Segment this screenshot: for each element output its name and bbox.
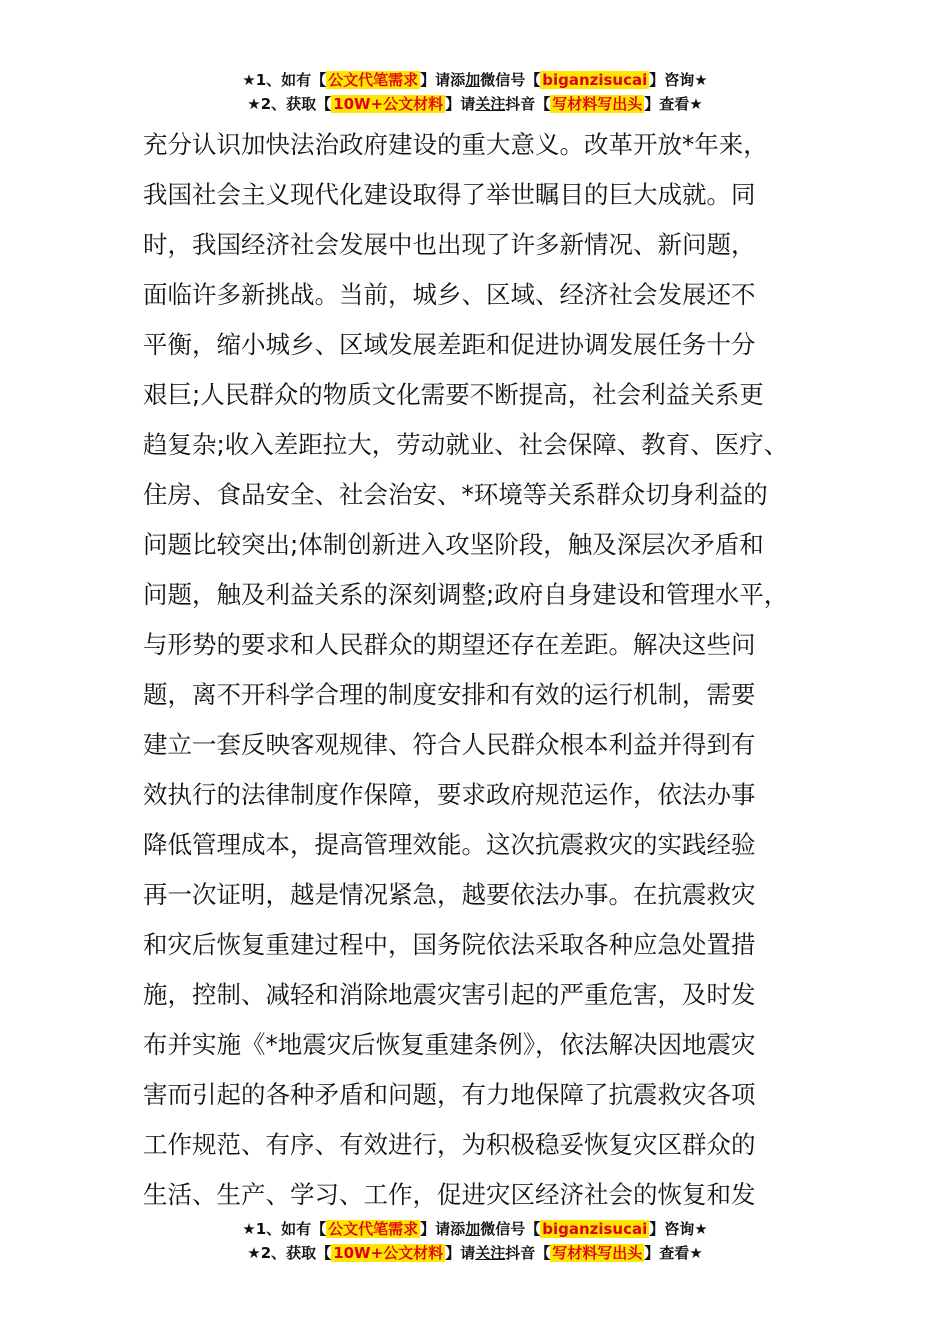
body-line: 害而引起的各种矛盾和问题，有力地保障了抗震救灾各项: [143, 1080, 756, 1109]
banner-highlight-wechat-id: biganzisucai: [542, 1220, 648, 1238]
body-line: 面临许多新挑战。当前，城乡、区域、经济社会发展还不: [143, 280, 756, 309]
banner-highlight-douyin: 写材料写出头: [552, 95, 643, 113]
document-body: [143, 120, 843, 1220]
banner-line-1: [0, 1217, 950, 1241]
banner-line-1: [0, 68, 950, 92]
banner-line-1-mid2: 微信号【: [480, 71, 541, 89]
body-line: 充分认识加快法治政府建设的重大意义。改革开放*年来，: [143, 130, 768, 159]
banner-line-1-emphasis: 加: [465, 71, 481, 89]
body-line: 降低管理成本，提高管理效能。这次抗震救灾的实践经验: [143, 830, 756, 859]
body-line: 再一次证明，越是情况紧急，越要依法办事。在抗震救灾: [143, 880, 756, 909]
banner-line-2-suffix: 】查看★: [644, 95, 703, 113]
banner-highlight-materials: 10W+公文材料: [333, 95, 444, 113]
body-line: 与形势的要求和人民群众的期望还存在差距。解决这些问: [143, 630, 756, 659]
header-banner: [0, 68, 950, 116]
banner-line-1-mid2: 微信号【: [480, 1220, 541, 1238]
banner-line-1-mid: 】请添: [420, 71, 466, 89]
banner-highlight-service: 公文代笔需求: [328, 1220, 419, 1238]
body-line: 问题，触及利益关系的深刻调整;政府自身建设和管理水平，: [143, 580, 789, 609]
banner-line-1-prefix: ★1、如有【: [242, 1220, 327, 1238]
body-line: 住房、食品安全、社会治安、*环境等关系群众切身利益的: [143, 480, 768, 509]
body-line: 时，我国经济社会发展中也出现了许多新情况、新问题，: [143, 230, 756, 259]
banner-line-2: [0, 92, 950, 116]
body-line: 艰巨;人民群众的物质文化需要不断提高，社会利益关系更: [143, 380, 764, 409]
banner-line-1-emphasis: 加: [465, 1220, 481, 1238]
banner-line-1-mid: 】请添: [420, 1220, 466, 1238]
banner-line-2-emphasis: 关注: [475, 95, 506, 113]
banner-line-2-mid2: 抖音【: [505, 95, 551, 113]
banner-line-2-emphasis: 关注: [475, 1244, 506, 1262]
body-line: 我国社会主义现代化建设取得了举世瞩目的巨大成就。同: [143, 180, 756, 209]
footer-banner: [0, 1217, 950, 1265]
banner-line-1-prefix: ★1、如有【: [242, 71, 327, 89]
body-line: 施，控制、减轻和消除地震灾害引起的严重危害，及时发: [143, 980, 756, 1009]
body-line: 效执行的法律制度作保障，要求政府规范运作，依法办事: [143, 780, 756, 809]
body-line: 和灾后恢复重建过程中，国务院依法采取各种应急处置措: [143, 930, 756, 959]
banner-line-2-prefix: ★2、获取【: [247, 1244, 332, 1262]
banner-highlight-service: 公文代笔需求: [328, 71, 419, 89]
banner-line-2-suffix: 】查看★: [644, 1244, 703, 1262]
body-line: 生活、生产、学习、工作，促进灾区经济社会的恢复和发: [143, 1180, 756, 1209]
banner-line-2-mid: 】请: [445, 95, 476, 113]
body-line: 布并实施《*地震灾后恢复重建条例》，依法解决因地震灾: [143, 1030, 756, 1059]
banner-line-2-mid2: 抖音【: [505, 1244, 551, 1262]
banner-line-1-suffix: 】咨询★: [649, 71, 708, 89]
banner-line-2-mid: 】请: [445, 1244, 476, 1262]
body-line: 问题比较突出;体制创新进入攻坚阶段，触及深层次矛盾和: [143, 530, 764, 559]
body-line: 工作规范、有序、有效进行，为积极稳妥恢复灾区群众的: [143, 1130, 756, 1159]
body-line: 题，离不开科学合理的制度安排和有效的运行机制，需要: [143, 680, 756, 709]
body-line: 趋复杂;收入差距拉大，劳动就业、社会保障、教育、医疗、: [143, 430, 789, 459]
banner-highlight-douyin: 写材料写出头: [552, 1244, 643, 1262]
banner-line-1-suffix: 】咨询★: [649, 1220, 708, 1238]
body-line: 建立一套反映客观规律、符合人民群众根本利益并得到有: [143, 730, 756, 759]
banner-line-2-prefix: ★2、获取【: [247, 95, 332, 113]
body-line: 平衡，缩小城乡、区域发展差距和促进协调发展任务十分: [143, 330, 756, 359]
banner-highlight-wechat-id: biganzisucai: [542, 71, 648, 89]
banner-highlight-materials: 10W+公文材料: [333, 1244, 444, 1262]
banner-line-2: [0, 1241, 950, 1265]
